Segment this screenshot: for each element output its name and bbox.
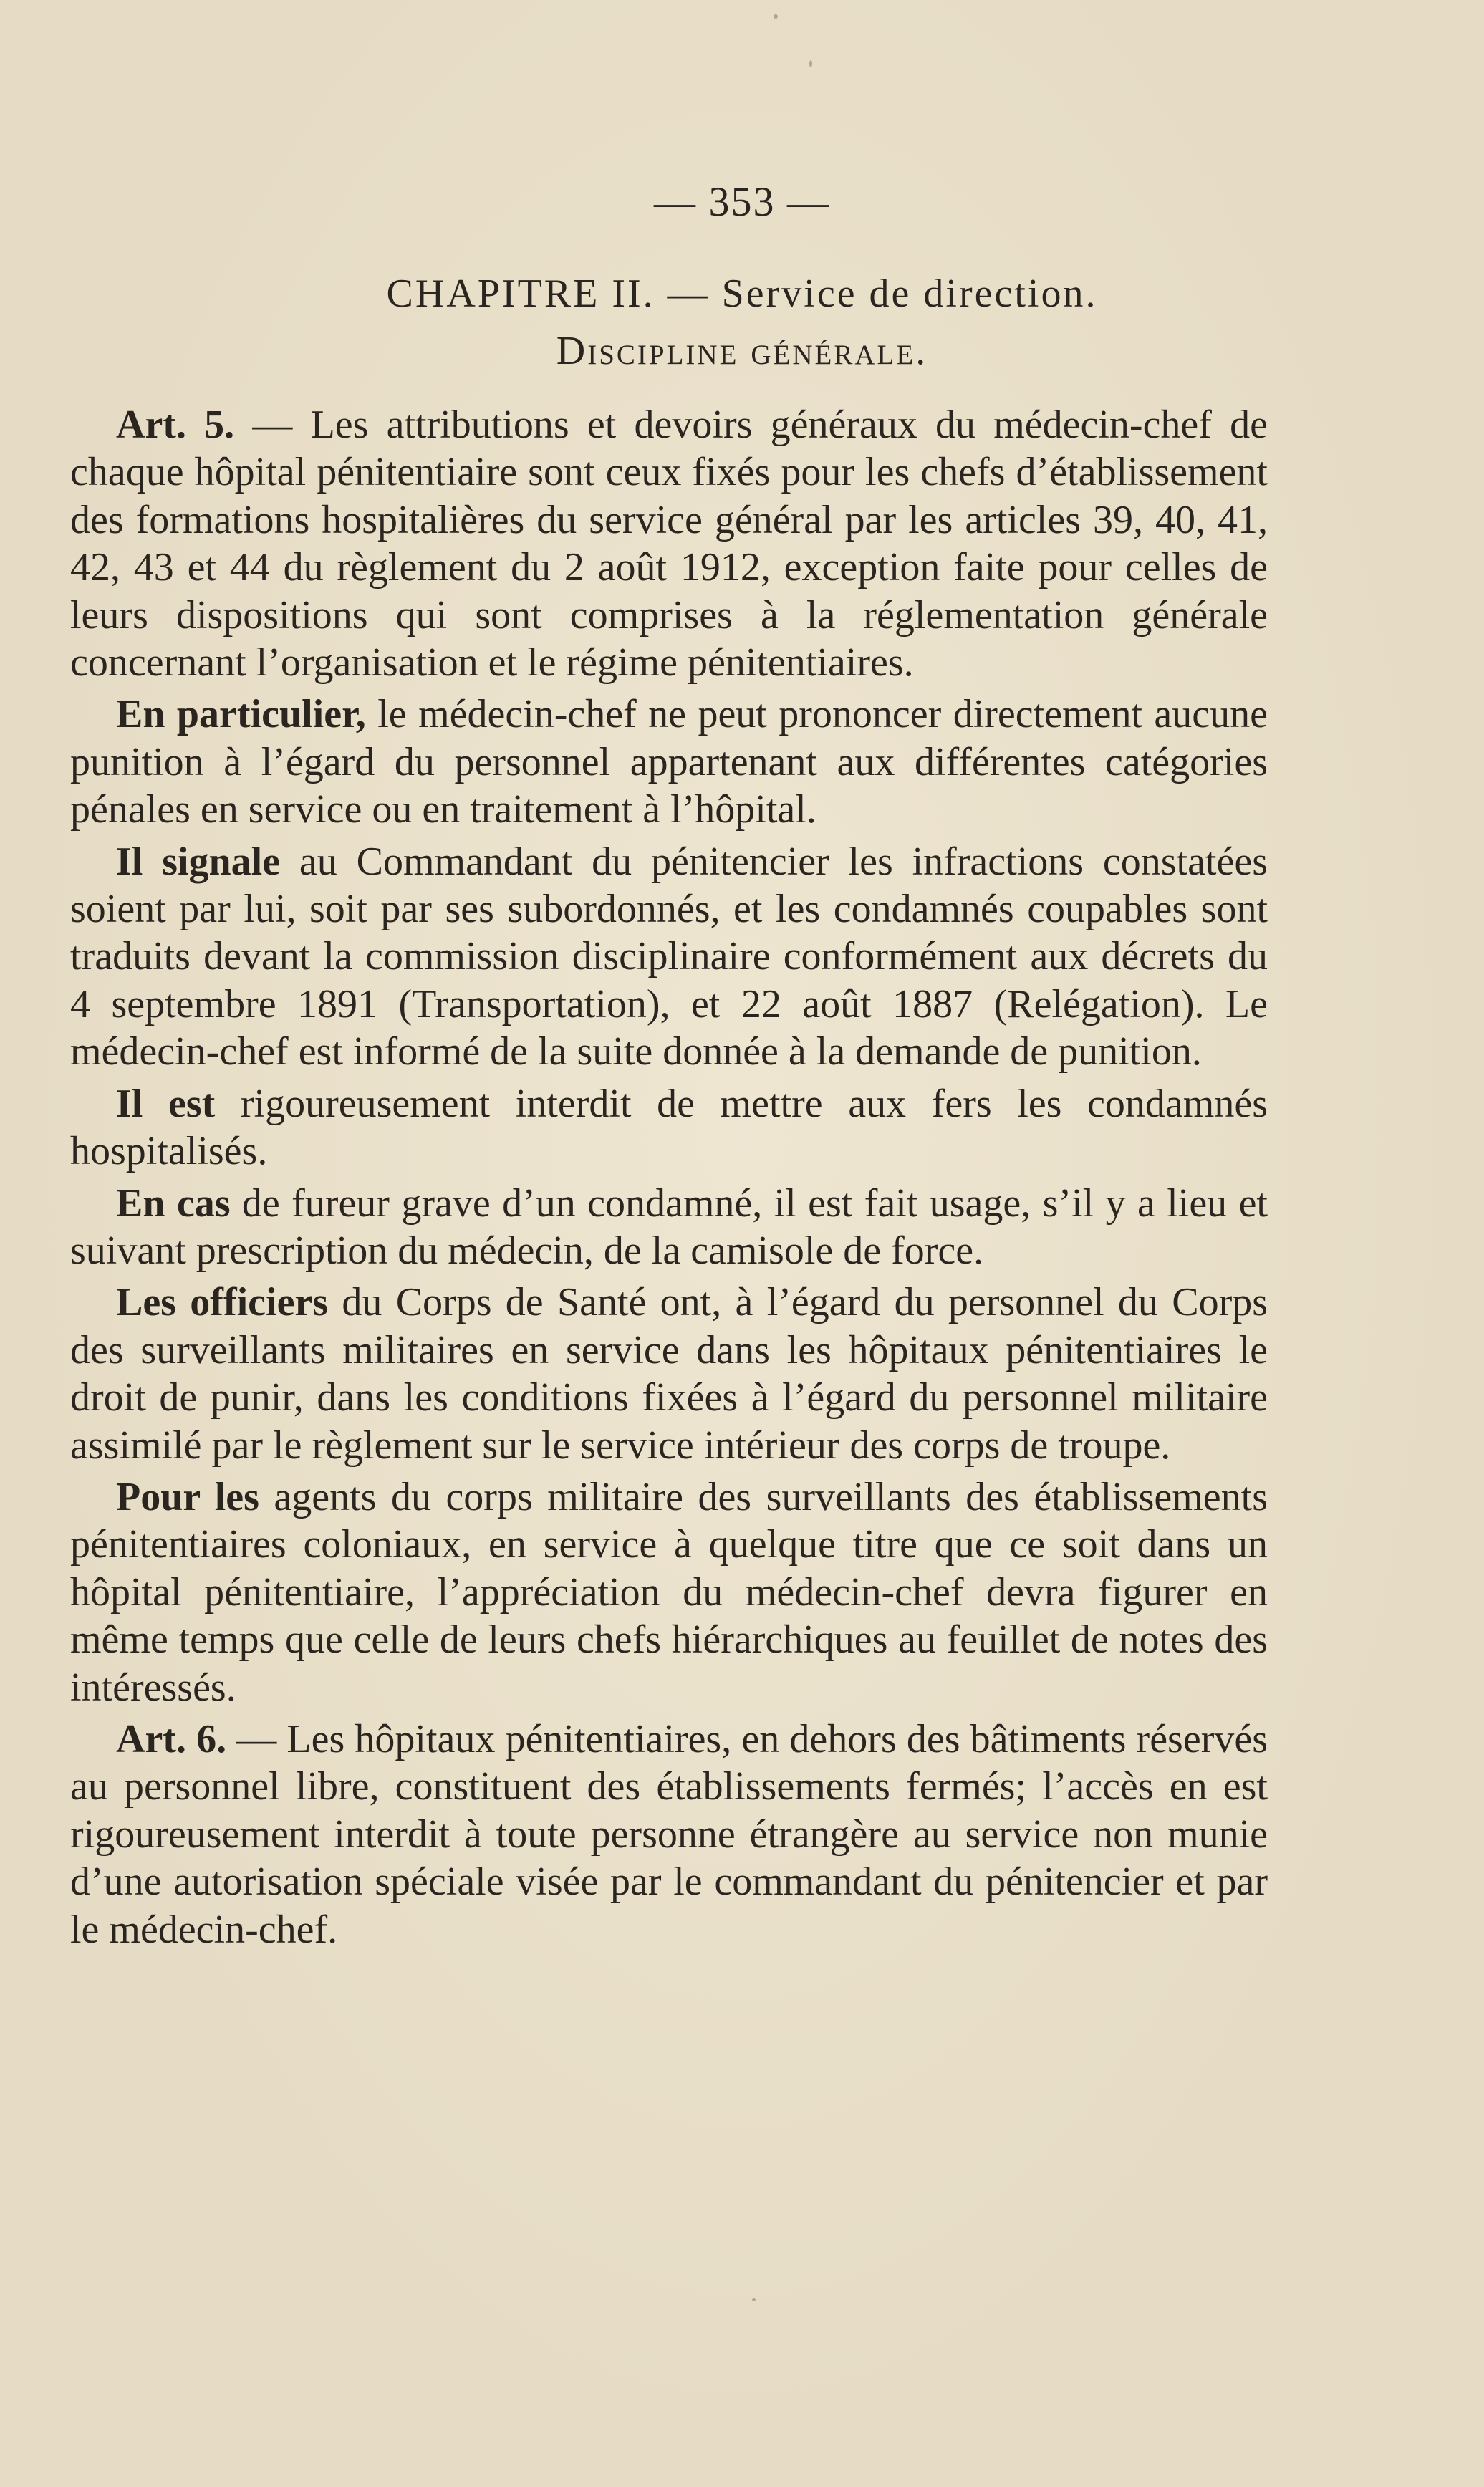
paragraph-text: le médecin-chef ne peut prononcer directement aucune punition à l’égard du personnel appartenant aux différentes catégories pénales en service ou en traitement à l’hôpital. <box>70 692 1268 832</box>
paragraph-lead: Art. 5. <box>116 403 235 447</box>
paragraph-interdit <box>70 1080 1268 1175</box>
paragraph-particulier <box>70 691 1268 833</box>
paragraph-officiers <box>70 1279 1268 1469</box>
paragraph-fureur <box>70 1180 1268 1275</box>
paragraph-text: de fureur grave d’un condamné, il est fait usage, s’il y a lieu et suivant prescription du médecin, de la camisole de force. <box>70 1180 1268 1273</box>
paper-speck <box>774 14 778 19</box>
paper-speck <box>752 2298 756 2301</box>
paragraph-art6 <box>70 1716 1268 1953</box>
page-number: — 353 — <box>654 178 830 225</box>
paragraph-lead: Art. 6. <box>116 1716 227 1761</box>
paragraph-text: au Commandant du pénitencier les infractions constatées soient par lui, soit par ses subordonnés, et les condamnés coupables sont traduits devant la commission disciplinaire conformément aux décrets du 4 septembre 1891 (Transportation), et 22 août 1887 (Relégation). Le médecin-chef est informé de la suite donnée à la demande de punition. <box>70 839 1268 1074</box>
paragraph-text: — Les attributions et devoirs généraux du médecin-chef de chaque hôpital pénitentiaire sont ceux fixés pour les chefs d’établissement des formations hospitalières du service général par les articles 39, 40, 41, 42, 43 et 44 du règlement du 2 août 1912, exception faite pour celles de leurs dispositions qui sont comprises à la réglementation générale concernant l’organisation et le régime pénitentiaires. <box>70 403 1268 686</box>
chapter-subtitle: Discipline générale. <box>556 329 928 373</box>
paragraph-lead: Pour les <box>116 1474 259 1519</box>
chapter-title: CHAPITRE II. — Service de direction. <box>386 271 1098 316</box>
paragraph-text: agents du corps militaire des surveillants des établissements pénitentiaires coloniaux, en service à quelque titre que ce soit dans un hôpital pénitentiaire, l’appréciation du médecin-chef devra figurer en même temps que celle de leurs chefs hiérarchiques au feuillet de notes des intéressés. <box>70 1474 1268 1710</box>
paragraph-lead: En cas <box>116 1180 231 1226</box>
paper-speck <box>809 60 812 67</box>
paragraph-text: — Les hôpitaux pénitentiaires, en dehors des bâtiments réservés au personnel libre, constituent des établissements fermés; l’accès en est rigoureusement interdit à toute personne étrangère au service non munie d’une autorisation spéciale visée par le commandant du pénitencier et par le médecin-chef. <box>70 1716 1268 1952</box>
paragraph-agents <box>70 1473 1268 1711</box>
paragraph-text: du Corps de Santé ont, à l’égard du personnel du Corps des surveillants militaires en service dans les hôpitaux pénitentiaires le droit de punir, dans les conditions fixées à l’égard du personnel militaire assimilé par le règlement sur le service intérieur des corps de troupe. <box>70 1280 1268 1468</box>
paragraph-lead: En particulier, <box>116 692 366 737</box>
paragraph-lead: Les officiers <box>116 1280 329 1325</box>
paragraph-text: rigoureusement interdit de mettre aux fers les condamnés hospitalisés. <box>70 1081 1268 1174</box>
body-text <box>70 401 1268 1958</box>
paragraph-lead: Il est <box>116 1081 216 1126</box>
paragraph-art5 <box>70 401 1268 686</box>
paragraph-lead: Il signale <box>116 839 281 884</box>
paragraph-signale <box>70 838 1268 1076</box>
